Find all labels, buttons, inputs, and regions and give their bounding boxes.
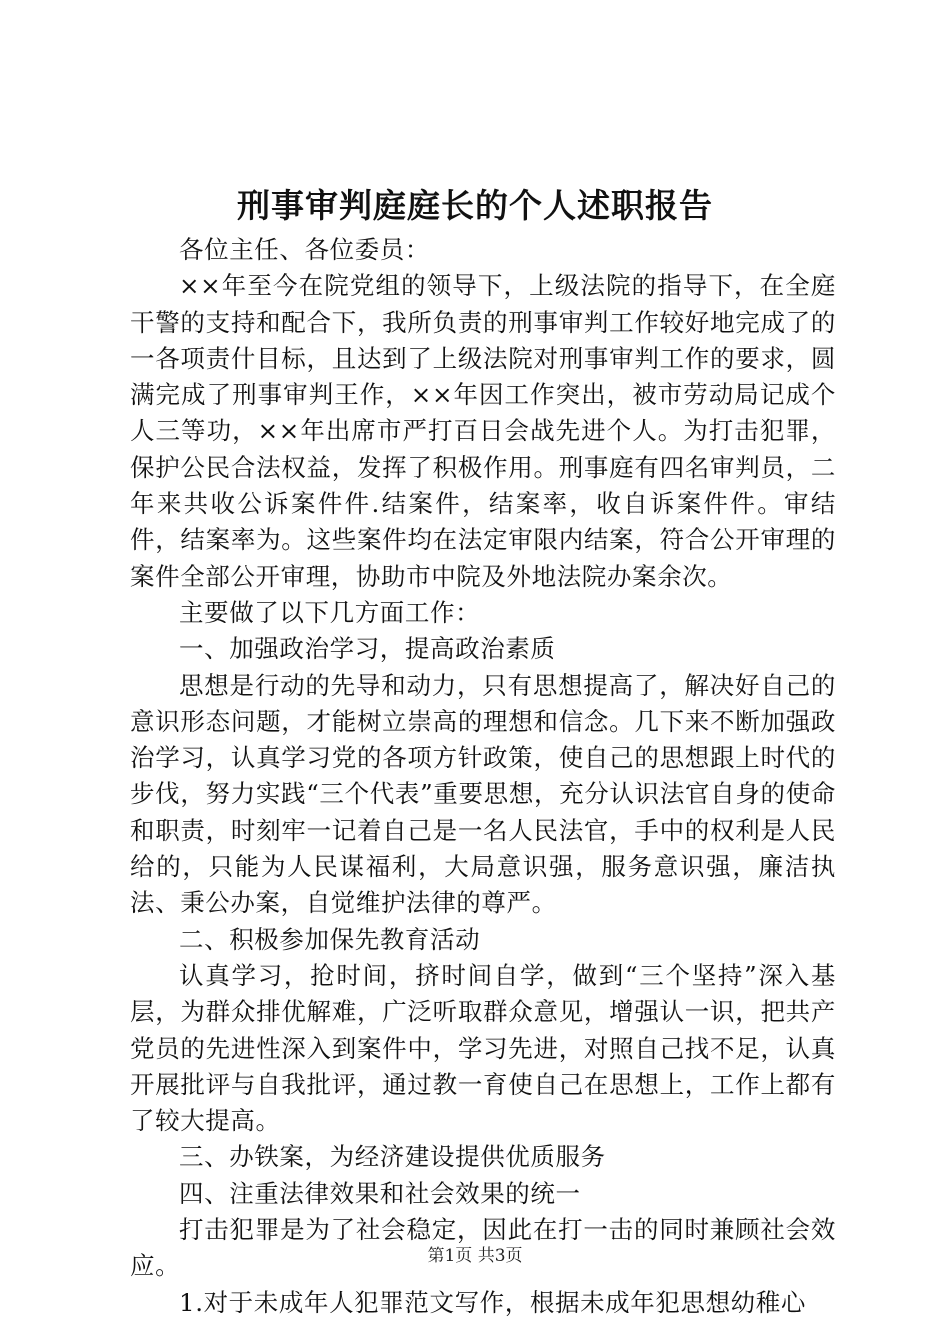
document-title: 刑事审判庭庭长的个人述职报告 [237, 186, 713, 225]
salutation: 各位主任、各位委员： [179, 235, 430, 264]
list-item-1: 1.对于未成年人犯罪范文写作，根据未成年犯思想幼稚心 [179, 1287, 806, 1317]
document-body [130, 232, 836, 1321]
section-heading-1: 一、加强政治学习，提高政治素质 [179, 634, 556, 664]
section-heading-4: 四、注重法律效果和社会效果的统一 [179, 1178, 581, 1208]
section-4-paragraph: 打击犯罪是为了社会稳定，因此在打一击的同时兼顾社会效应。 [130, 1215, 836, 1281]
work-summary-lead: 主要做了以下几方面工作： [179, 597, 481, 627]
page-footer: 第1页 共3页 [427, 1246, 523, 1266]
intro-paragraph: ××年至今在院党组的领导下，上级法院的指导下，在全庭干警的支持和配合下，我所负责的刑事审判工作较好地完成了的一各项责什目标，且达到了上级法院对刑事审判工作的要求，圆满完成了刑事审判王作，××年因工作突出，被市劳动局记成个人三等功，××年出席市严打百日会战先进个人。为打击犯罪，保护公民合法权益，发挥了积极作用。刑事庭有四名审判员，二年来共收公诉案件件.结案件，结案率，收自诉案件件。审结件，结案率为。这些案件均在法定审限内结案，符合公开审理的案件全部公开审理，协助市中院及外地法院办案余次。 [130, 271, 836, 591]
section-1-paragraph: 思想是行动的先导和动力，只有思想提高了，解决好自己的意识形态问题，才能树立崇高的理想和信念。几下来不断加强政治学习，认真学习党的各项方针政策，使自己的思想跟上时代的步伐，努力实践“三个代表”重要思想，充分认识法官自身的使命和职责，时刻牢一记着自己是一名人民法官，手中的权利是人民给的，只能为人民谋福利，大局意识强，服务意识强，廉洁执法、秉公办案，自觉维护法律的尊严。 [130, 670, 836, 918]
section-heading-2: 二、积极参加保先教育活动 [179, 924, 481, 954]
section-heading-3: 三、办铁案，为经济建设提供优质服务 [179, 1142, 606, 1172]
section-2-paragraph: 认真学习，抢时间，挤时间自学，做到“三个坚持”深入基层，为群众排优解难，广泛听取群众意见，增强认一识，把共产党员的先进性深入到案件中，学习先进，对照自己找不足，认真开展批评与自我批评，通过教一育使自己在思想上，工作上都有了较大提高。 [130, 960, 836, 1136]
